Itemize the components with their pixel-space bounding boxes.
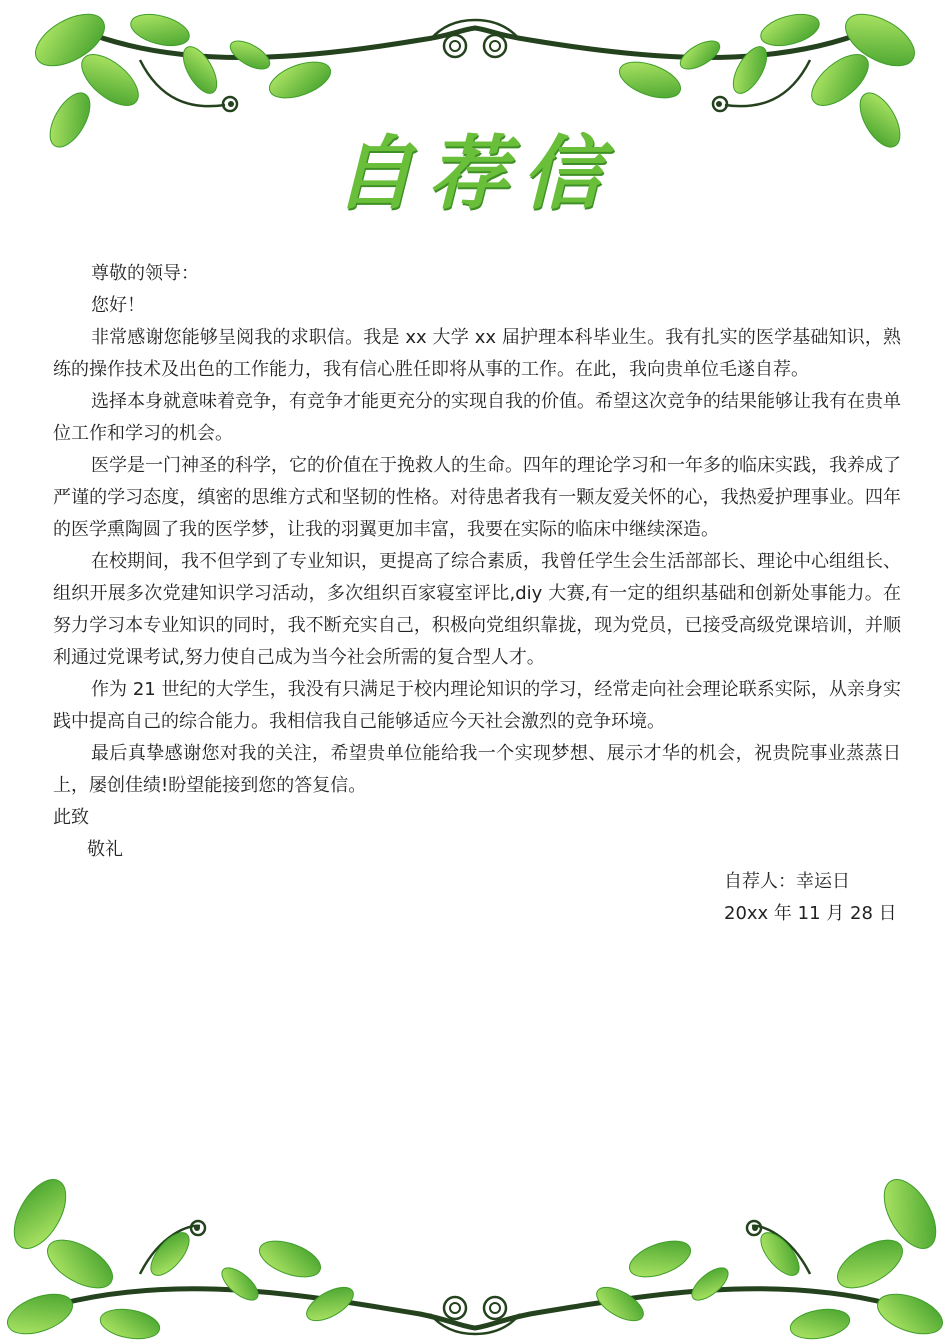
paragraph: 最后真挚感谢您对我的关注，希望贵单位能给我一个实现梦想、展示才华的机会，祝贵院事业蒸蒸日上，屡创佳绩!盼望能接到您的答复信。 (53, 743, 901, 796)
paragraph: 非常感谢您能够呈阅我的求职信。我是 xx 大学 xx 届护理本科毕业生。我有扎实的医学基础知识，熟练的操作技术及出色的工作能力，我有信心胜任即将从事的工作。在此，我向贵单位毛遂自荐。 (53, 327, 901, 380)
closing-line-1: 此致 (53, 807, 89, 828)
paragraph: 作为 21 世纪的大学生，我没有只满足于校内理论知识的学习，经常走向社会理论联系实际，从亲身实践中提高自己的综合能力。我相信我自己能够适应今天社会激烈的竞争环境。 (53, 679, 901, 732)
salutation: 您好！ (91, 295, 145, 316)
paragraph: 在校期间，我不但学到了专业知识，更提高了综合素质，我曾任学生会生活部部长、理论中心组组长、组织开展多次党建知识学习活动，多次组织百家寝室评比,diy 大赛,有一定的组织基础和创新处事能力。在努力学习本专业知识的同时，我不断充实自己，积极向党组织靠拢，现为党员，已接受高级党课培训，并顺利通过党课考试,努力使自己成为当今社会所需的复合型人才。 (53, 551, 901, 668)
bottom-vine-border (0, 1154, 950, 1344)
greeting: 尊敬的领导： (91, 263, 199, 284)
page-title: 自荐信 (334, 126, 616, 220)
signature-block (724, 866, 897, 930)
date: 20xx 年 11 月 28 日 (724, 903, 897, 924)
paragraph: 医学是一门神圣的科学，它的价值在于挽救人的生命。四年的理论学习和一年多的临床实践，我养成了严谨的学习态度，缜密的思维方式和坚韧的性格。对待患者我有一颗友爱关怀的心，我热爱护理事业。四年的医学熏陶圆了我的医学梦，让我的羽翼更加丰富，我要在实际的临床中继续深造。 (53, 455, 901, 540)
paragraph: 选择本身就意味着竞争，有竞争才能更充分的实现自我的价值。希望这次竞争的结果能够让我有在贵单位工作和学习的机会。 (53, 391, 901, 444)
signer: 自荐人：幸运日 (724, 871, 850, 892)
closing-line-2: 敬礼 (87, 839, 123, 860)
letter-body (53, 258, 901, 866)
